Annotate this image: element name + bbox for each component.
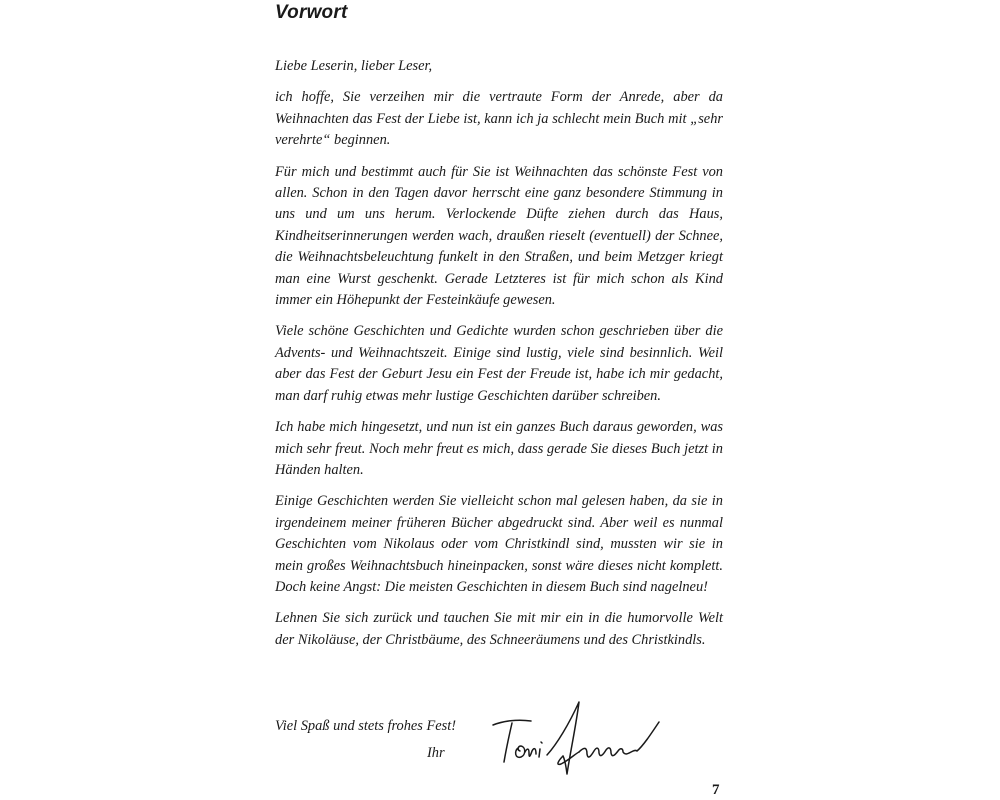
book-page bbox=[275, 0, 725, 800]
foreword-body bbox=[275, 56, 723, 661]
closing-ihr: Ihr bbox=[427, 745, 445, 761]
closing-greeting: Viel Spaß und stets frohes Fest! bbox=[275, 718, 457, 734]
paragraph-3: Viele schöne Geschichten und Gedichte wurden schon geschrieben über die Advents- und Weihnachtszeit. Einige sind lustig, viele sind besinnlich. Weil aber das Fest der Geburt Jesu ein Fest der Freude ist, habe ich mir gedacht, man darf ruhig etwas mehr lustige Geschichten darüber schreiben. bbox=[275, 323, 723, 404]
handwritten-signature bbox=[487, 696, 697, 781]
paragraph-6: Lehnen Sie sich zurück und tauchen Sie mit mir ein in die humorvolle Welt der Nikoläuse, der Christbäume, des Schneeräumens und des Christkindls. bbox=[275, 610, 723, 648]
paragraph-5: Einige Geschichten werden Sie vielleicht schon mal gelesen haben, da sie in irgendeinem meiner früheren Bücher abgedruckt sind. Aber weil es nunmal Geschichten vom Nikolaus oder vom Christkindl sind, mussten wir sie in mein großes Weihnachtsbuch hineinpacken, sonst wäre dieses nicht komplett. Doch keine Angst: Die meisten Geschichten in diesem Buch sind nagelneu! bbox=[275, 493, 723, 595]
closing-block bbox=[275, 716, 725, 786]
salutation: Liebe Leserin, lieber Leser, bbox=[275, 58, 433, 74]
paragraph-2: Für mich und bestimmt auch für Sie ist Weihnachten das schönste Fest von allen. Schon in den Tagen davor herrscht eine ganz besondere Stimmung in uns und um uns herum. Verlockende Düfte ziehen durch das Haus, Kindheitserinnerungen werden wach, draußen rieselt (eventuell) der Schnee, die Weihnachtsbeleuchtung funkelt in den Straßen, und beim Metzger kriegt man eine Wurst geschenkt. Gerade Letzteres ist für mich schon als Kind immer ein Höhepunkt der Festeinkäufe gewesen. bbox=[275, 163, 723, 309]
paragraph-4: Ich habe mich hingesetzt, und nun ist ein ganzes Buch daraus geworden, was mich sehr freut. Noch mehr freut es mich, dass gerade Sie dieses Buch jetzt in Händen halten. bbox=[275, 419, 723, 478]
page-number: 7 bbox=[712, 782, 720, 798]
paragraph-1: ich hoffe, Sie verzeihen mir die vertraute Form der Anrede, aber da Weihnachten das Fest der Liebe ist, kann ich ja schlecht mein Buch mit „sehr verehrte“ beginnen. bbox=[275, 89, 723, 149]
page-title: Vorwort bbox=[275, 2, 348, 23]
